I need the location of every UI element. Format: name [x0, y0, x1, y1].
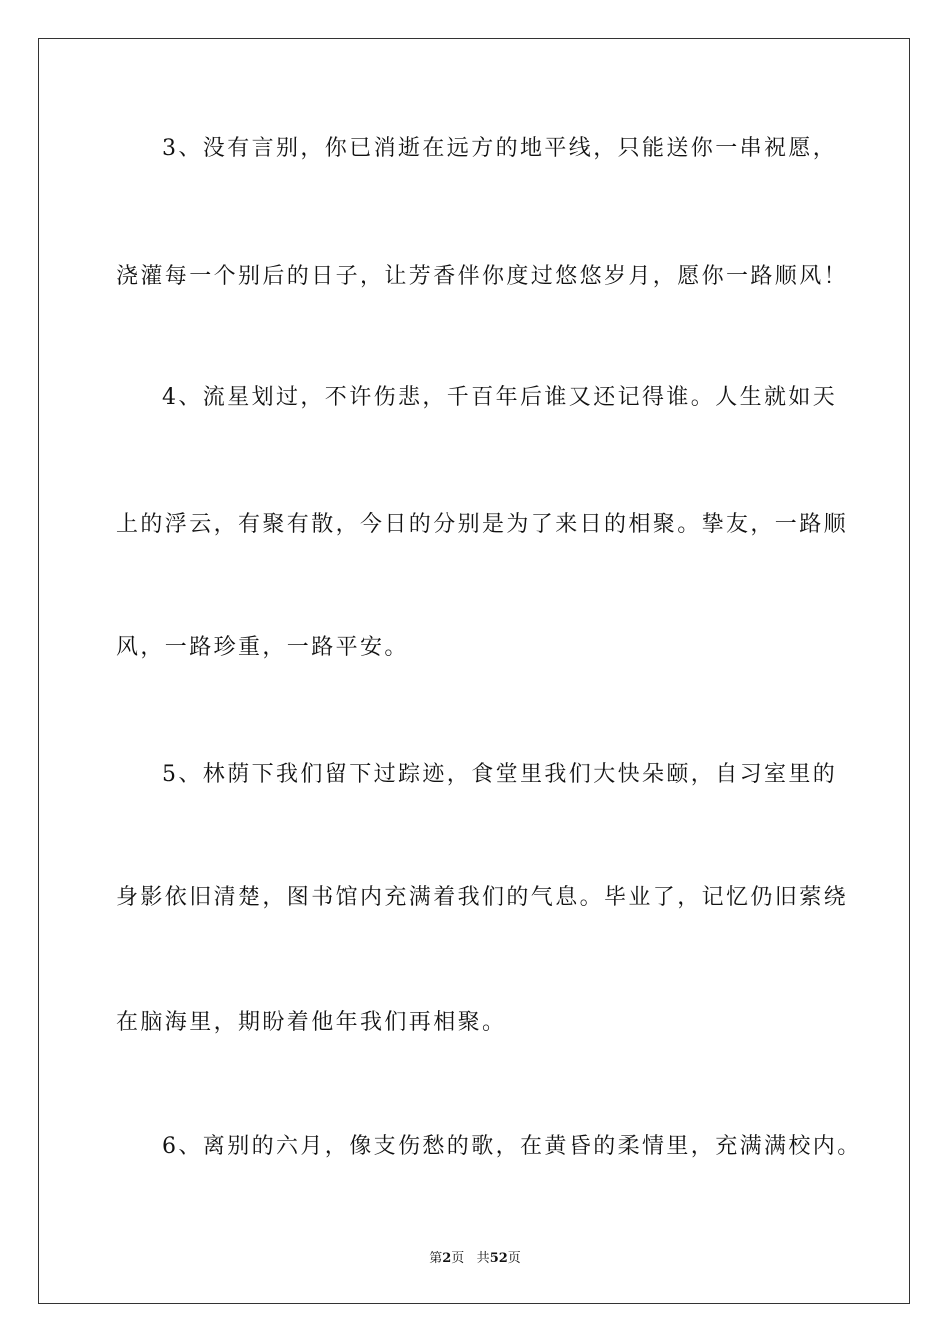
paragraph-3-line-1: 3、没有言别，你已消逝在远方的地平线，只能送你一串祝愿， — [162, 136, 838, 161]
paragraph-4-line-1: 4、流星划过，不许伤悲，千百年后谁又还记得谁。人生就如天 — [162, 385, 838, 410]
page-prefix: 第 — [429, 1251, 443, 1266]
page-suffix: 页 — [451, 1251, 465, 1266]
page-footer — [0, 1247, 950, 1266]
paragraph-5-line-2: 身影依旧清楚，图书馆内充满着我们的气息。毕业了，记忆仍旧萦绕 — [116, 885, 849, 910]
page-current: 2 — [442, 1251, 452, 1266]
paragraph-6-line-1: 6、离别的六月，像支伤愁的歌，在黄昏的柔情里，充满满校内。 — [162, 1134, 862, 1159]
total-prefix: 共 — [476, 1251, 490, 1266]
paragraph-5-line-1: 5、林荫下我们留下过踪迹，食堂里我们大快朵颐，自习室里的 — [162, 762, 838, 787]
paragraph-4-line-3: 风，一路珍重，一路平安。 — [116, 635, 409, 660]
total-suffix: 页 — [507, 1251, 521, 1266]
paragraph-4-line-2: 上的浮云，有聚有散，今日的分别是为了来日的相聚。挚友，一路顺 — [116, 512, 849, 537]
page-border — [38, 38, 910, 1304]
paragraph-5-line-3: 在脑海里，期盼着他年我们再相聚。 — [116, 1010, 507, 1035]
page-total: 52 — [489, 1251, 508, 1266]
paragraph-3-line-2: 浇灌每一个别后的日子，让芳香伴你度过悠悠岁月，愿你一路顺风！ — [116, 264, 849, 289]
